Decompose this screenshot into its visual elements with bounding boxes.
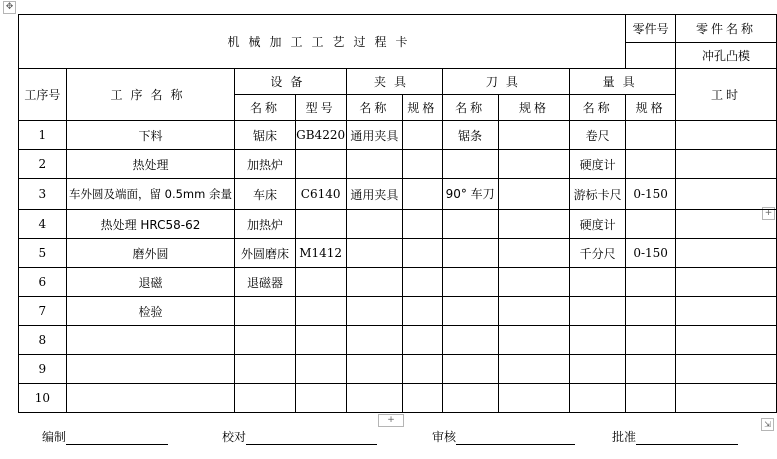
gg-name-cell[interactable] [570, 297, 626, 326]
equipment-header: 设备 [235, 69, 346, 95]
reviewed-signature [432, 428, 575, 445]
fx-spec-cell[interactable] [403, 326, 442, 355]
tl-spec-cell[interactable] [498, 210, 570, 239]
eq-name-cell[interactable] [235, 355, 295, 384]
hours-header: 工时 [676, 69, 777, 121]
fx-spec-cell[interactable] [403, 355, 442, 384]
op-cell[interactable]: 检验 [66, 297, 235, 326]
eq-name-cell[interactable]: 加热炉 [235, 210, 295, 239]
gg-name-cell[interactable] [570, 268, 626, 297]
tl-spec-header: 规格 [498, 95, 570, 121]
fx-name-cell[interactable] [346, 268, 403, 297]
op-cell[interactable]: 磨外圆 [66, 239, 235, 268]
fx-name-cell[interactable] [346, 297, 403, 326]
tl-spec-cell[interactable] [498, 297, 570, 326]
op-cell[interactable]: 退磁 [66, 268, 235, 297]
seq-cell[interactable]: 7 [19, 297, 67, 326]
op-cell[interactable] [66, 384, 235, 413]
process-card-table [18, 14, 777, 413]
eq-name-cell[interactable]: 退磁器 [235, 268, 295, 297]
fx-spec-cell[interactable] [403, 297, 442, 326]
table-row [19, 355, 777, 384]
tl-spec-cell[interactable] [498, 384, 570, 413]
hours-cell[interactable] [676, 268, 777, 297]
gg-name-cell[interactable]: 硬度计 [570, 210, 626, 239]
fx-spec-cell[interactable] [403, 268, 442, 297]
op-cell[interactable] [66, 355, 235, 384]
fx-name-cell[interactable] [346, 384, 403, 413]
eq-name-cell[interactable] [235, 326, 295, 355]
hours-cell[interactable] [676, 384, 777, 413]
hours-cell[interactable] [676, 326, 777, 355]
hours-cell[interactable] [676, 210, 777, 239]
seq-cell[interactable]: 8 [19, 326, 67, 355]
approved-label: 批准 [612, 430, 637, 444]
gg-spec-cell[interactable] [626, 326, 676, 355]
tl-spec-cell[interactable] [498, 268, 570, 297]
fx-spec-cell[interactable] [403, 150, 442, 179]
part-no-value[interactable] [626, 43, 676, 69]
gg-name-cell[interactable]: 千分尺 [570, 239, 626, 268]
gauge-header: 量具 [570, 69, 676, 95]
op-cell[interactable]: 热处理 [66, 150, 235, 179]
compiled-line[interactable] [66, 431, 168, 445]
fx-name-cell[interactable] [346, 210, 403, 239]
checked-label: 校对 [222, 430, 247, 444]
eq-name-cell[interactable]: 加热炉 [235, 150, 295, 179]
gg-name-cell[interactable]: 游标卡尺 [570, 179, 626, 210]
tl-spec-cell[interactable] [498, 179, 570, 210]
reviewed-label: 审核 [432, 430, 457, 444]
hours-cell[interactable] [676, 239, 777, 268]
gg-spec-cell[interactable] [626, 297, 676, 326]
eq-name-cell[interactable] [235, 297, 295, 326]
gg-spec-cell[interactable]: 0-150 [626, 179, 676, 210]
eq-model-cell[interactable] [295, 268, 346, 297]
gg-spec-cell[interactable] [626, 121, 676, 150]
fx-name-cell[interactable] [346, 326, 403, 355]
tl-spec-cell[interactable] [498, 121, 570, 150]
fx-spec-header: 规格 [403, 95, 442, 121]
fx-name-header: 名称 [346, 95, 403, 121]
table-row [19, 210, 777, 239]
tl-name-cell[interactable]: 90° 车刀 [442, 179, 498, 210]
table-row [19, 268, 777, 297]
card-title: 机械加工工艺过程卡 [19, 15, 626, 69]
table-row [19, 326, 777, 355]
fx-name-cell[interactable] [346, 150, 403, 179]
gg-name-cell[interactable]: 硬度计 [570, 150, 626, 179]
seq-cell[interactable]: 10 [19, 384, 67, 413]
tl-name-cell[interactable] [442, 355, 498, 384]
seq-header: 工序号 [19, 69, 67, 121]
tl-spec-cell[interactable] [498, 355, 570, 384]
fx-spec-cell[interactable] [403, 239, 442, 268]
tl-spec-cell[interactable] [498, 239, 570, 268]
compiled-label: 编制 [42, 430, 67, 444]
fx-spec-cell[interactable] [403, 210, 442, 239]
tl-name-cell[interactable] [442, 268, 498, 297]
gg-name-cell[interactable] [570, 384, 626, 413]
tl-name-cell[interactable] [442, 326, 498, 355]
tl-name-cell[interactable] [442, 150, 498, 179]
gg-spec-cell[interactable] [626, 150, 676, 179]
eq-name-cell[interactable]: 锯床 [235, 121, 295, 150]
eq-name-cell[interactable]: 车床 [235, 179, 295, 210]
eq-name-header: 名称 [235, 95, 295, 121]
hours-cell[interactable] [676, 297, 777, 326]
fx-name-cell[interactable]: 通用夹具 [346, 179, 403, 210]
gg-spec-cell[interactable] [626, 268, 676, 297]
tl-name-cell[interactable]: 锯条 [442, 121, 498, 150]
tl-spec-cell[interactable] [498, 326, 570, 355]
gg-spec-cell[interactable] [626, 355, 676, 384]
tl-name-header: 名称 [442, 95, 498, 121]
table-row [19, 297, 777, 326]
tool-header: 刀具 [442, 69, 570, 95]
table-row [19, 121, 777, 150]
eq-model-cell[interactable] [295, 384, 346, 413]
table-row [19, 150, 777, 179]
table-row [19, 239, 777, 268]
eq-model-cell[interactable] [295, 150, 346, 179]
gg-name-cell[interactable] [570, 355, 626, 384]
add-row-icon[interactable]: + [378, 414, 404, 427]
add-column-icon[interactable]: + [762, 207, 775, 220]
hours-cell[interactable] [676, 355, 777, 384]
eq-model-header: 型号 [295, 95, 346, 121]
gg-name-cell[interactable] [570, 326, 626, 355]
signature-footer [0, 428, 777, 448]
tl-spec-cell[interactable] [498, 150, 570, 179]
tl-name-cell[interactable] [442, 297, 498, 326]
eq-name-cell[interactable] [235, 384, 295, 413]
reviewed-line[interactable] [456, 431, 575, 445]
gg-spec-cell[interactable] [626, 210, 676, 239]
seq-cell[interactable]: 6 [19, 268, 67, 297]
hours-cell[interactable] [676, 121, 777, 150]
gg-spec-cell[interactable]: 0-150 [626, 239, 676, 268]
fixture-header: 夹具 [346, 69, 442, 95]
gg-name-cell[interactable]: 卷尺 [570, 121, 626, 150]
eq-name-cell[interactable]: 外圆磨床 [235, 239, 295, 268]
eq-model-cell[interactable]: C6140 [295, 179, 346, 210]
seq-cell[interactable]: 3 [19, 179, 67, 210]
eq-model-cell[interactable]: GB4220 [295, 121, 346, 150]
compiled-signature [42, 428, 168, 445]
op-name-header: 工序名称 [66, 69, 235, 121]
eq-model-cell[interactable] [295, 355, 346, 384]
fx-spec-cell[interactable] [403, 121, 442, 150]
eq-model-cell[interactable] [295, 210, 346, 239]
gg-spec-header: 规格 [626, 95, 676, 121]
seq-cell[interactable]: 9 [19, 355, 67, 384]
tl-name-cell[interactable] [442, 210, 498, 239]
fx-name-cell[interactable]: 通用夹具 [346, 121, 403, 150]
approved-signature [612, 428, 738, 445]
table-resize-icon[interactable]: ⇲ [761, 418, 774, 431]
approved-line[interactable] [636, 431, 738, 445]
fx-name-cell[interactable] [346, 355, 403, 384]
part-no-label: 零件号 [626, 15, 676, 43]
op-cell[interactable]: 下料 [66, 121, 235, 150]
seq-cell[interactable]: 2 [19, 150, 67, 179]
tl-name-cell[interactable] [442, 384, 498, 413]
fx-spec-cell[interactable] [403, 384, 442, 413]
eq-model-cell[interactable] [295, 326, 346, 355]
table-move-icon[interactable]: ✥ [3, 1, 16, 14]
seq-cell[interactable]: 4 [19, 210, 67, 239]
op-cell[interactable] [66, 326, 235, 355]
seq-cell[interactable]: 5 [19, 239, 67, 268]
eq-model-cell[interactable]: M1412 [295, 239, 346, 268]
hours-cell[interactable] [676, 179, 777, 210]
gg-spec-cell[interactable] [626, 384, 676, 413]
part-name-label: 零件名称 [676, 15, 777, 43]
eq-model-cell[interactable] [295, 297, 346, 326]
fx-spec-cell[interactable] [403, 179, 442, 210]
seq-cell[interactable]: 1 [19, 121, 67, 150]
op-cell[interactable]: 车外圆及端面，留 0.5mm 余量 [66, 179, 235, 210]
table-row [19, 179, 777, 210]
checked-signature [222, 428, 377, 445]
tl-name-cell[interactable] [442, 239, 498, 268]
gg-name-header: 名称 [570, 95, 626, 121]
table-row [19, 384, 777, 413]
hours-cell[interactable] [676, 150, 777, 179]
part-name-value[interactable]: 冲孔凸模 [676, 43, 777, 69]
op-cell[interactable]: 热处理 HRC58-62 [66, 210, 235, 239]
fx-name-cell[interactable] [346, 239, 403, 268]
checked-line[interactable] [246, 431, 377, 445]
